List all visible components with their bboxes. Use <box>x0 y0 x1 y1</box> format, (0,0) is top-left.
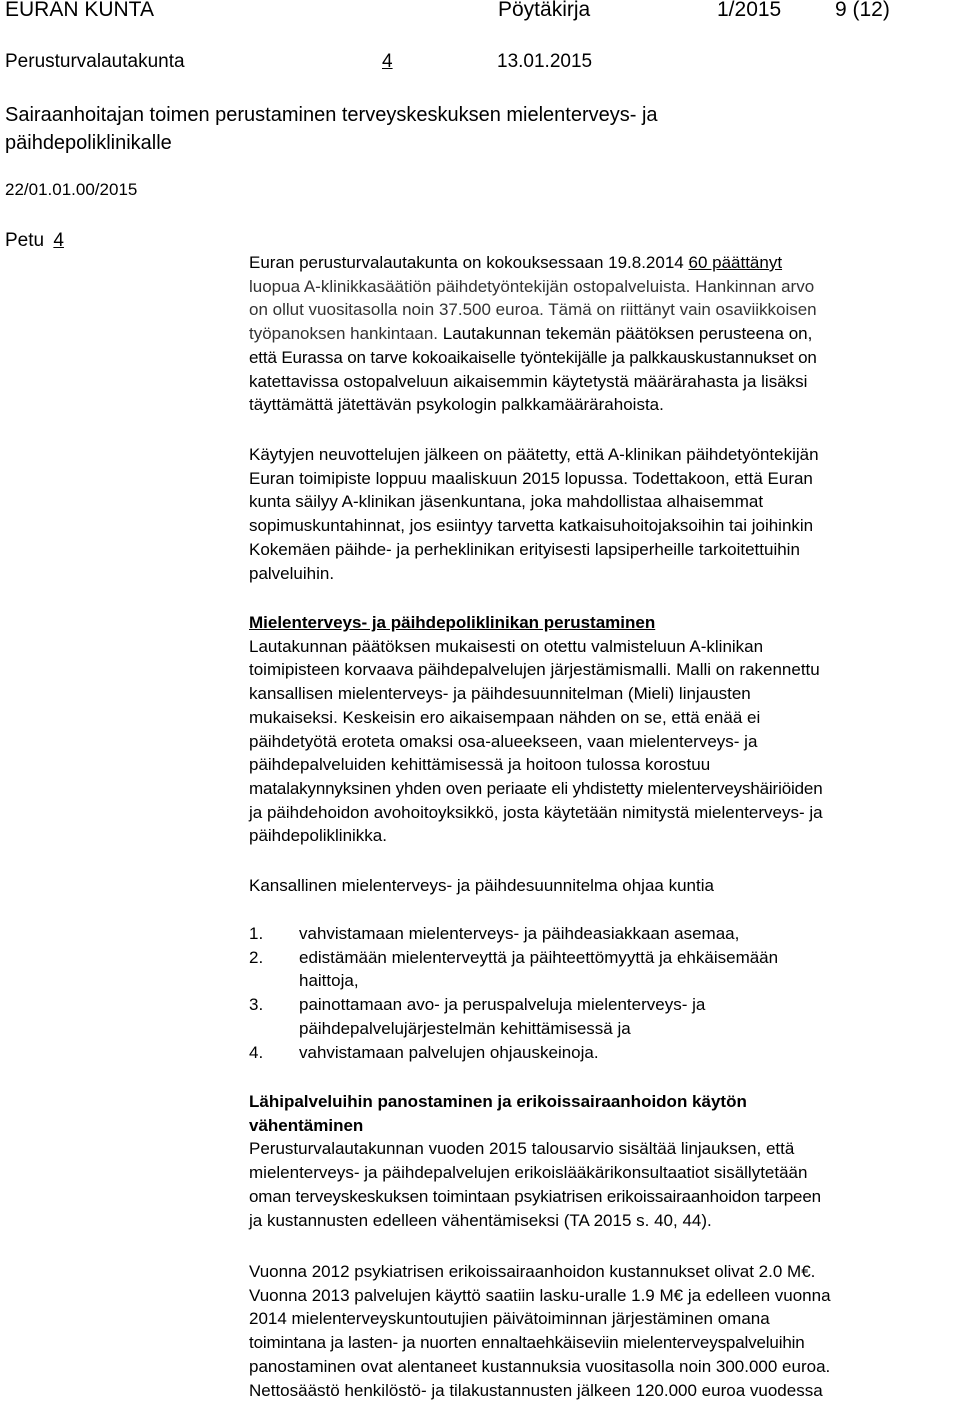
petu-label <box>5 230 64 252</box>
title-line-2: päihdepoliklinikalle <box>5 132 172 154</box>
list-item-text: päihdepalvelujärjestelmän kehittämisessä ja <box>299 1018 631 1038</box>
p3-line-1: Lautakunnan päätöksen mukaisesti on otettu valmisteluun A-klinikan <box>249 636 764 656</box>
p3-line-4: mukaiseksi. Keskeisin ero aikaisempaan nähden on se, että enää ei <box>249 707 761 727</box>
p1-line-5: että Eurassa on tarve kokoaikaiselle työntekijälle ja palkkauskustannukset on <box>249 347 817 367</box>
record-number: 22/01.01.00/2015 <box>5 180 138 199</box>
p2-line-5: Kokemäen päihde- ja perheklinikan erityisesti lapsiperheille tarkoitettuihin <box>249 539 800 559</box>
p3-line-3: kansallisen mielenterveys- ja päihdesuunnitelman (Mieli) linjausten <box>249 684 751 704</box>
p4-line-1: Kansallinen mielenterveys- ja päihdesuunnitelma ohjaa kuntia <box>249 876 714 895</box>
p6-line-6: Nettosäästö henkilöstö- ja tilakustannusten jälkeen 120.000 euroa vuodessa <box>249 1380 823 1400</box>
p2-line-2: Euran toimipiste loppuu maaliskuun 2015 lopussa. Todettakoon, että Euran <box>249 468 813 488</box>
board-name: Perusturvalautakunta <box>5 51 185 72</box>
p3-line-8: ja päihdehoidon avohoitoyksikkö, josta käytetään nimitystä mielenterveys- ja <box>249 802 823 822</box>
list-item <box>249 946 960 993</box>
meeting-date: 13.01.2015 <box>497 51 593 72</box>
p5-line-4: ja kustannusten edelleen vähentämiseksi (TA 2015 s. 40, 44). <box>249 1210 712 1230</box>
petu-text: Petu <box>5 230 45 251</box>
list-item <box>249 1041 960 1065</box>
p6-line-5: panostaminen ovat alentaneet kustannuksia vuositasolla noin 300.000 euroa. <box>249 1356 831 1376</box>
list-item <box>249 922 960 946</box>
list-item-text: haittoja, <box>299 971 359 991</box>
section-heading-2-line-1: Lähipalveluihin panostaminen ja erikoissairaanhoidon käytön <box>249 1092 747 1111</box>
document-type: Pöytäkirja <box>498 0 591 21</box>
p1-line-3: on ollut vuositasolla noin 37.500 euroa. Tämä on riittänyt vain osaviikkoisen <box>249 300 817 320</box>
document-number: 1/2015 <box>717 0 782 21</box>
section-heading-2-line-2: vähentäminen <box>249 1115 364 1135</box>
p5-line-3: oman terveyskeskuksen toimintaan psykiatrisen erikoissairaanhoidon tarpeen <box>249 1186 821 1206</box>
paragraph-1 <box>249 251 960 417</box>
org-name: EURAN KUNTA <box>5 0 154 21</box>
p5-line-1: Perusturvalautakunnan vuoden 2015 talousarvio sisältää linjauksen, että <box>249 1139 795 1159</box>
p6-line-2: Vuonna 2013 palvelujen käyttö saatiin lasku-uralle 1.9 M€ ja edelleen vuonna <box>249 1285 831 1305</box>
p3-line-2: toimipisteen korvaava päihdepalvelujen järjestämismalli. Malli on rakennettu <box>249 660 820 680</box>
p3-line-5: päihdetyötä eroteta omaksi osa-alueekseen, vaan mielenterveys- ja <box>249 731 758 751</box>
p1-line-4a: työpanoksen hankintaan. <box>249 324 439 344</box>
list-item-number: 1. <box>249 924 264 943</box>
paragraph-4 <box>249 874 960 898</box>
section-number: 4 <box>382 51 393 72</box>
list-item-text: edistämään mielenterveyttä ja päihteettömyyttä ja ehkäisemään <box>299 947 779 967</box>
p3-line-6: päihdepalveluiden kehittämisessä ja hoitoon tulossa korostuu <box>249 755 711 775</box>
paragraph-3 <box>249 611 960 848</box>
list-item-number: 2. <box>249 947 264 967</box>
p2-line-6: palveluihin. <box>249 563 335 583</box>
p6-line-1: Vuonna 2012 psykiatrisen erikoissairaanhoidon kustannukset olivat 2.0 M€. <box>249 1262 816 1281</box>
page-number: 9 (12) <box>835 0 890 21</box>
p3-line-7: matalakynnyksinen yhden oven periaate eli yhdistetty mielenterveyshäiriöiden <box>249 778 823 798</box>
paragraph-2 <box>249 443 960 585</box>
p1-line-7: täyttämättä jätettävän psykologin palkkamäärärahoista. <box>249 395 664 415</box>
list-item-text: painottamaan avo- ja peruspalveluja mielenterveys- ja <box>299 995 706 1015</box>
p1-line-4b: Lautakunnan tekemän päätöksen perusteena on, <box>442 324 813 344</box>
p5-line-2: mielenterveys- ja päihdepalvelujen erikoislääkärikonsultaatiot sisällytetään <box>249 1163 808 1183</box>
section-heading-1: Mielenterveys- ja päihdepoliklinikan perustaminen <box>249 613 656 632</box>
list-item-number: 4. <box>249 1042 264 1062</box>
title-line-1: Sairaanhoitajan toimen perustaminen terveyskeskuksen mielenterveys- ja <box>5 104 658 126</box>
p2-line-1: Käytyjen neuvottelujen jälkeen on päätetty, että A-klinikan päihdetyöntekijän <box>249 445 819 464</box>
p6-line-3: 2014 mielenterveyskuntoutujien päivätoiminnan järjestäminen omana <box>249 1309 770 1329</box>
paragraph-6 <box>249 1260 960 1402</box>
page-title <box>5 101 658 157</box>
list-item-text: vahvistamaan mielenterveys- ja päihdeasiakkaan asemaa, <box>299 924 740 943</box>
p2-line-4: sopimuskuntahinnat, jos esiintyy tarvetta katkaisuhoitojaksoihin tai joihinkin <box>249 516 814 536</box>
p1-reference: 60 päättänyt <box>688 253 783 272</box>
p1-line-6: katettavissa ostopalveluun aikaisemmin käytetystä määrärahasta ja lisäksi <box>249 371 808 391</box>
p1-line-1: Euran perusturvalautakunta on kokouksessaan 19.8.2014 <box>249 253 684 272</box>
p6-line-4: toimintana ja lasten- ja nuorten ennaltaehkäiseviin mielenterveyspalveluihin <box>249 1333 805 1353</box>
goals-list <box>249 922 960 1064</box>
list-item <box>249 993 960 1040</box>
list-item-number: 3. <box>249 995 264 1015</box>
p1-line-2: luopua A-klinikkasäätiön päihdetyöntekijän ostopalveluista. Hankinnan arvo <box>249 276 815 296</box>
p2-line-3: kunta säilyy A-klinikan jäsenkuntana, joka mahdollistaa alhaisemmat <box>249 492 764 512</box>
petu-number: 4 <box>53 230 64 251</box>
paragraph-5 <box>249 1090 960 1232</box>
p3-line-9: päihdepoliklinikka. <box>249 826 387 846</box>
list-item-text: vahvistamaan palvelujen ohjauskeinoja. <box>299 1042 599 1062</box>
